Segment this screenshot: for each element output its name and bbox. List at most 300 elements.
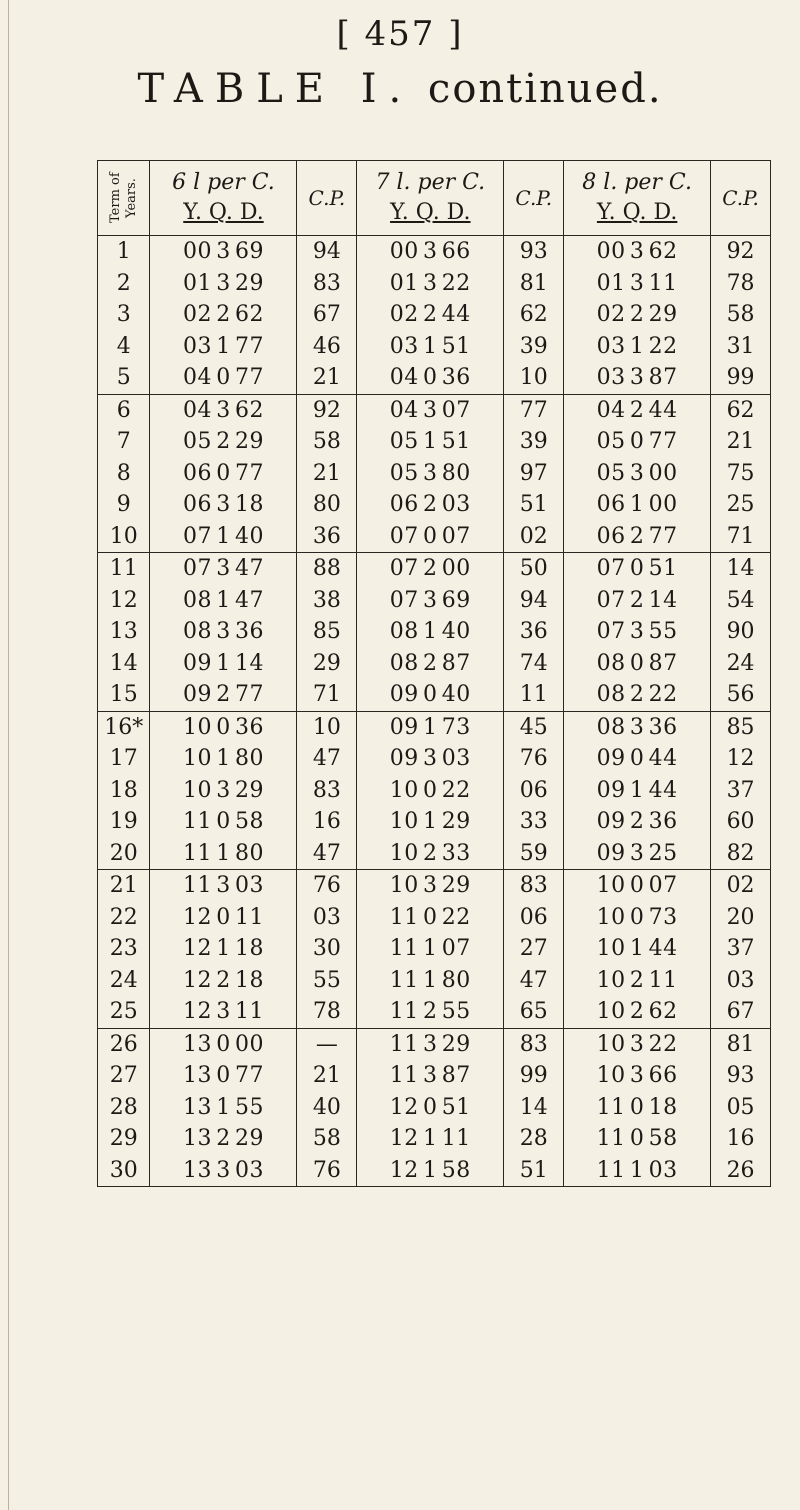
days-value: 77	[648, 523, 678, 549]
yqd-cell	[357, 553, 504, 585]
days-value: 03	[441, 746, 471, 772]
quarters-value: 3	[423, 1063, 438, 1089]
yqd-cell	[357, 616, 504, 648]
quarters-value: 3	[216, 492, 231, 518]
days-value: 77	[234, 682, 264, 708]
term-cell: 27	[98, 1060, 150, 1092]
years-value: 09	[596, 746, 626, 772]
days-value: 80	[441, 460, 471, 486]
quarters-value: 0	[423, 777, 438, 803]
quarters-value: 3	[629, 840, 645, 866]
table-row	[98, 236, 771, 268]
years-value: 04	[389, 397, 419, 423]
years-value: 07	[596, 619, 626, 645]
years-value: 13	[182, 1094, 212, 1120]
years-value: 07	[389, 556, 419, 582]
yqd-cell	[357, 1092, 504, 1124]
years-value: 08	[596, 682, 626, 708]
years-value: 06	[596, 492, 626, 518]
cp-cell: 81	[504, 268, 564, 300]
cp-cell: 58	[726, 302, 755, 328]
cp-cell: 38	[297, 585, 357, 617]
quarters-value: 2	[629, 967, 645, 993]
cp-cell: 10	[297, 711, 357, 743]
years-value: 08	[389, 650, 419, 676]
quarters-value: 1	[216, 333, 231, 359]
years-value: 09	[182, 650, 212, 676]
days-value: 36	[234, 619, 264, 645]
quarters-value: 1	[629, 777, 645, 803]
yqd-cell	[357, 394, 504, 426]
term-cell: 14	[98, 648, 150, 680]
yqd-cell	[150, 902, 297, 934]
days-value: 03	[234, 1157, 264, 1183]
days-value: 51	[441, 1094, 471, 1120]
yqd-cell	[150, 806, 297, 838]
days-value: 58	[234, 809, 264, 835]
days-value: 77	[648, 429, 678, 455]
yqd-cell	[150, 362, 297, 394]
quarters-value: 0	[216, 904, 231, 930]
days-value: 14	[234, 650, 264, 676]
cp-cell: 02	[504, 521, 564, 553]
cp-cell: 82	[711, 838, 771, 870]
days-value: 80	[234, 840, 264, 866]
yqd-cell	[564, 648, 711, 680]
cp-cell: 39	[504, 331, 564, 363]
days-value: 00	[648, 460, 678, 486]
quarters-value: 3	[216, 999, 231, 1025]
quarters-value: 0	[216, 714, 231, 740]
table-body	[98, 236, 771, 1187]
term-cell: 17	[98, 743, 150, 775]
yqd-cell	[564, 902, 711, 934]
years-value: 05	[596, 429, 626, 455]
days-value: 62	[648, 239, 678, 265]
days-value: 18	[648, 1094, 678, 1120]
days-value: 22	[648, 682, 678, 708]
years-value: 10	[596, 999, 626, 1025]
quarters-value: 1	[216, 523, 231, 549]
cp-cell: 50	[504, 553, 564, 585]
years-value: 09	[389, 682, 419, 708]
yqd-cell	[150, 458, 297, 490]
days-value: 55	[234, 1094, 264, 1120]
term-cell: 12	[98, 585, 150, 617]
years-value: 13	[182, 1126, 212, 1152]
header-yqd-3: Y. Q. D.	[596, 200, 678, 225]
yqd-cell	[150, 1123, 297, 1155]
days-value: 11	[234, 999, 264, 1025]
cp-cell: 76	[504, 743, 564, 775]
page-title	[0, 66, 800, 112]
table-row	[98, 996, 771, 1028]
cp-cell: 06	[504, 902, 564, 934]
days-value: 07	[441, 523, 471, 549]
cp-cell: 33	[504, 806, 564, 838]
yqd-cell	[564, 743, 711, 775]
page-number: [ 457 ]	[336, 14, 464, 54]
table-row	[98, 648, 771, 680]
quarters-value: 2	[216, 302, 231, 328]
quarters-value: 1	[423, 809, 438, 835]
yqd-cell	[564, 394, 711, 426]
yqd-cell	[564, 299, 711, 331]
years-value: 10	[389, 809, 419, 835]
cp-cell: 24	[726, 650, 755, 676]
table-row	[98, 1092, 771, 1124]
yqd-cell	[357, 933, 504, 965]
yqd-cell	[564, 806, 711, 838]
quarters-value: 0	[423, 904, 438, 930]
years-value: 01	[596, 270, 626, 296]
quarters-value: 0	[629, 1126, 645, 1152]
cp-cell: 97	[504, 458, 564, 490]
years-value: 13	[182, 1063, 212, 1089]
years-value: 08	[182, 587, 212, 613]
cp-cell: 99	[504, 1060, 564, 1092]
years-value: 11	[182, 873, 212, 899]
quarters-value: 3	[423, 397, 438, 423]
yqd-cell	[564, 1155, 711, 1187]
years-value: 00	[389, 239, 419, 265]
cp-cell: 93	[504, 236, 564, 268]
yqd-cell	[564, 775, 711, 807]
cp-cell: 40	[297, 1092, 357, 1124]
term-cell: 19	[98, 806, 150, 838]
yqd-cell	[564, 1092, 711, 1124]
yqd-cell	[150, 394, 297, 426]
days-value: 73	[648, 904, 678, 930]
years-value: 04	[596, 397, 626, 423]
yqd-cell	[150, 996, 297, 1028]
days-value: 29	[234, 777, 264, 803]
years-value: 03	[182, 333, 212, 359]
years-value: 02	[596, 302, 626, 328]
term-cell: 9	[98, 489, 150, 521]
years-value: 08	[182, 619, 212, 645]
term-cell: 22	[98, 902, 150, 934]
days-value: 47	[234, 587, 264, 613]
yqd-cell	[564, 933, 711, 965]
yqd-cell	[564, 870, 711, 902]
header-cp-2: C.P.	[504, 161, 564, 236]
quarters-value: 2	[423, 302, 438, 328]
days-value: 03	[441, 492, 471, 518]
term-cell: 16*	[98, 711, 150, 743]
quarters-value: 3	[629, 714, 645, 740]
term-cell: 30	[98, 1155, 150, 1187]
years-value: 10	[596, 904, 626, 930]
yqd-cell	[357, 648, 504, 680]
quarters-value: 3	[216, 397, 231, 423]
yqd-cell	[357, 585, 504, 617]
days-value: 29	[648, 302, 678, 328]
cp-cell: 31	[726, 333, 755, 359]
years-value: 09	[389, 714, 419, 740]
years-value: 11	[596, 1126, 626, 1152]
term-cell: 28	[98, 1092, 150, 1124]
years-value: 10	[389, 777, 419, 803]
cp-cell: 20	[726, 904, 755, 930]
cp-cell: 46	[297, 331, 357, 363]
years-value: 09	[596, 777, 626, 803]
header-rate-8: 8 l. per C.	[582, 170, 692, 195]
quarters-value: 2	[423, 650, 438, 676]
days-value: 51	[441, 333, 471, 359]
term-cell: 8	[98, 458, 150, 490]
quarters-value: 1	[423, 1126, 438, 1152]
quarters-value: 0	[216, 809, 231, 835]
years-value: 05	[389, 460, 419, 486]
header-group1	[150, 161, 297, 236]
cp-cell: 62	[726, 397, 755, 423]
title-main: TABLE I.	[137, 66, 414, 112]
cp-cell: 36	[297, 521, 357, 553]
days-value: 55	[648, 619, 678, 645]
term-cell: 26	[98, 1028, 150, 1060]
yqd-cell	[150, 521, 297, 553]
cp-cell: 83	[504, 1028, 564, 1060]
days-value: 29	[234, 270, 264, 296]
cp-cell: 26	[726, 1157, 755, 1183]
quarters-value: 3	[629, 1031, 645, 1057]
cp-cell: 21	[297, 362, 357, 394]
term-cell: 2	[98, 268, 150, 300]
days-value: 51	[648, 556, 678, 582]
quarters-value: 3	[629, 460, 645, 486]
yqd-cell	[357, 679, 504, 711]
cp-cell: 81	[726, 1031, 755, 1057]
years-value: 07	[389, 587, 419, 613]
years-value: 11	[389, 904, 419, 930]
years-value: 10	[596, 1063, 626, 1089]
quarters-value: 0	[423, 365, 438, 391]
quarters-value: 3	[216, 777, 231, 803]
table-row	[98, 1123, 771, 1155]
page-edge-line	[8, 0, 9, 1510]
term-cell: 6	[98, 394, 150, 426]
yqd-cell	[564, 996, 711, 1028]
days-value: 11	[648, 967, 678, 993]
cp-cell: 83	[297, 268, 357, 300]
cp-cell: 21	[297, 1060, 357, 1092]
cp-cell: 90	[726, 619, 755, 645]
cp-cell: 51	[504, 489, 564, 521]
days-value: 03	[648, 1157, 678, 1183]
days-value: 69	[234, 239, 264, 265]
days-value: 44	[648, 746, 678, 772]
cp-cell: 59	[504, 838, 564, 870]
years-value: 07	[596, 556, 626, 582]
days-value: 58	[441, 1157, 471, 1183]
quarters-value: 1	[423, 936, 438, 962]
term-cell: 4	[98, 331, 150, 363]
quarters-value: 2	[629, 302, 645, 328]
quarters-value: 0	[216, 1063, 231, 1089]
quarters-value: 3	[423, 873, 438, 899]
term-cell: 29	[98, 1123, 150, 1155]
table-row	[98, 1155, 771, 1187]
cp-cell: 80	[297, 489, 357, 521]
table-row	[98, 553, 771, 585]
table-row	[98, 521, 771, 553]
quarters-value: 0	[216, 365, 231, 391]
quarters-value: 2	[216, 1126, 231, 1152]
years-value: 08	[596, 650, 626, 676]
cp-cell: 14	[726, 556, 755, 582]
cp-cell: 37	[726, 777, 755, 803]
days-value: 25	[648, 840, 678, 866]
years-value: 00	[182, 239, 212, 265]
table-row	[98, 331, 771, 363]
cp-cell: 03	[297, 902, 357, 934]
table-row	[98, 933, 771, 965]
header-yqd-2: Y. Q. D.	[390, 200, 471, 225]
years-value: 11	[389, 1031, 419, 1057]
days-value: 29	[234, 1126, 264, 1152]
cp-cell: 45	[504, 711, 564, 743]
term-cell: 13	[98, 616, 150, 648]
table-row	[98, 902, 771, 934]
days-value: 18	[234, 967, 264, 993]
quarters-value: 0	[629, 650, 645, 676]
days-value: 40	[234, 523, 264, 549]
cp-cell: 47	[297, 838, 357, 870]
years-value: 11	[596, 1157, 626, 1183]
quarters-value: 2	[216, 429, 231, 455]
years-value: 02	[182, 302, 212, 328]
yqd-cell	[150, 1155, 297, 1187]
annuity-table	[97, 160, 771, 1187]
header-group3	[564, 161, 711, 236]
quarters-value: 3	[423, 1031, 438, 1057]
cp-cell: 58	[297, 1123, 357, 1155]
years-value: 10	[596, 936, 626, 962]
quarters-value: 3	[423, 239, 438, 265]
yqd-cell	[357, 1060, 504, 1092]
years-value: 04	[182, 397, 212, 423]
quarters-value: 1	[216, 840, 231, 866]
years-value: 07	[182, 523, 212, 549]
cp-cell: 76	[297, 1155, 357, 1187]
yqd-cell	[357, 331, 504, 363]
yqd-cell	[564, 965, 711, 997]
cp-cell: 92	[297, 394, 357, 426]
days-value: 62	[648, 999, 678, 1025]
yqd-cell	[357, 870, 504, 902]
cp-cell: —	[297, 1028, 357, 1060]
days-value: 40	[441, 682, 471, 708]
years-value: 13	[182, 1157, 212, 1183]
years-value: 06	[182, 492, 212, 518]
yqd-cell	[564, 458, 711, 490]
days-value: 44	[648, 777, 678, 803]
quarters-value: 3	[216, 1157, 231, 1183]
days-value: 11	[648, 270, 678, 296]
years-value: 04	[182, 365, 212, 391]
quarters-value: 3	[423, 270, 438, 296]
quarters-value: 0	[629, 746, 645, 772]
cp-cell: 56	[711, 679, 771, 711]
years-value: 11	[389, 967, 419, 993]
yqd-cell	[564, 521, 711, 553]
yqd-cell	[357, 743, 504, 775]
days-value: 77	[234, 460, 264, 486]
cp-cell: 51	[504, 1155, 564, 1187]
yqd-cell	[357, 362, 504, 394]
days-value: 11	[441, 1126, 471, 1152]
table-row	[98, 743, 771, 775]
cp-cell: 39	[504, 426, 564, 458]
quarters-value: 3	[629, 239, 645, 265]
years-value: 10	[182, 746, 212, 772]
years-value: 11	[389, 999, 419, 1025]
years-value: 04	[389, 365, 419, 391]
days-value: 44	[441, 302, 471, 328]
yqd-cell	[357, 458, 504, 490]
quarters-value: 1	[216, 587, 231, 613]
years-value: 03	[596, 365, 626, 391]
quarters-value: 3	[629, 365, 645, 391]
cp-cell: 75	[726, 460, 755, 486]
days-value: 77	[234, 365, 264, 391]
table-row	[98, 711, 771, 743]
term-cell: 15	[98, 679, 150, 711]
cp-cell: 21	[297, 458, 357, 490]
years-value: 12	[182, 999, 212, 1025]
years-value: 09	[596, 809, 626, 835]
yqd-cell	[150, 679, 297, 711]
cp-cell: 36	[504, 616, 564, 648]
quarters-value: 3	[216, 556, 231, 582]
quarters-value: 0	[216, 1031, 231, 1057]
yqd-cell	[564, 711, 711, 743]
yqd-cell	[150, 236, 297, 268]
yqd-cell	[357, 838, 504, 870]
years-value: 01	[182, 270, 212, 296]
cp-cell: 27	[504, 933, 564, 965]
years-value: 12	[389, 1094, 419, 1120]
cp-cell: 16	[726, 1126, 755, 1152]
days-value: 87	[648, 365, 678, 391]
years-value: 07	[182, 556, 212, 582]
yqd-cell	[150, 489, 297, 521]
quarters-value: 1	[423, 1157, 438, 1183]
days-value: 00	[648, 492, 678, 518]
cp-cell: 10	[504, 362, 564, 394]
years-value: 10	[182, 714, 212, 740]
days-value: 18	[234, 936, 264, 962]
quarters-value: 1	[423, 333, 438, 359]
quarters-value: 3	[629, 619, 645, 645]
cp-cell: 78	[726, 270, 755, 296]
yqd-cell	[564, 268, 711, 300]
yqd-cell	[564, 1123, 711, 1155]
yqd-cell	[564, 489, 711, 521]
header-yqd-1: Y. Q. D.	[183, 200, 264, 225]
years-value: 00	[596, 239, 626, 265]
quarters-value: 0	[629, 1094, 645, 1120]
cp-cell: 37	[726, 936, 755, 962]
cp-cell: 06	[504, 775, 564, 807]
years-value: 05	[596, 460, 626, 486]
quarters-value: 0	[629, 904, 645, 930]
days-value: 29	[441, 1031, 471, 1057]
cp-cell: 58	[297, 426, 357, 458]
cp-cell: 29	[297, 648, 357, 680]
table-row	[98, 616, 771, 648]
